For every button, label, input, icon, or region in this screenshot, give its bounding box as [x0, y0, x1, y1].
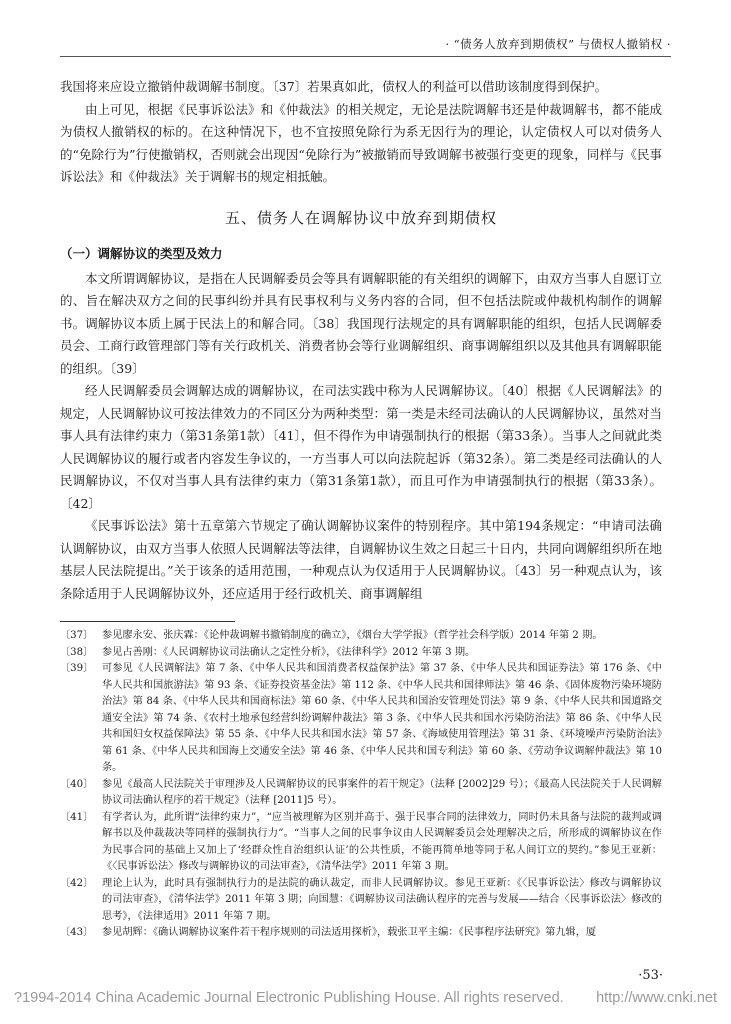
footnote-number: 〔38〕	[60, 646, 94, 658]
running-header	[60, 34, 671, 57]
paragraph-1: 我国将来应设立撤销仲裁调解书制度。〔37〕若果真如此，债权人的利益可以借助该制度得到保护。	[60, 79, 608, 94]
paragraph-3: 本文所谓调解协议，是指在人民调解委员会等具有调解职能的有关组织的调解下，由双方当事人自愿订立的、旨在解决双方之间的民事纠纷并具有民事权利与义务内容的合同，但不包括法院或仲裁机构制作的调解书。调解协议本质上属于民法上的和解合同。〔38〕我国现行法规定的具有调解职能的组织，包括人民调解委员会、工商行政管理部门等有关行政机关、消费者协会等行业调解组织、商事调解组织以及其他具有调解职能的组织。〔39〕	[60, 270, 662, 376]
footnote-number: 〔37〕	[60, 630, 94, 641]
article-body	[60, 76, 662, 942]
footnote-text: 理论上认为，此时具有强制执行力的是法院的确认裁定，而非人民调解协议。参见王亚新：《〈民事诉讼法〉修改与调解协议的司法审查》，《清华法学》2011 年第 3 期；向国慧：《调解协议司法确认程序的完善与发展——结合〈民事诉讼法〉修改的思考》，《法律适用》2011 年第 7 期。	[102, 877, 662, 922]
section-title: 五、债务人在调解协议中放弃到期债权	[224, 208, 497, 227]
paragraph-5: 《民事诉讼法》第十五章第六节规定了确认调解协议案件的特别程序。其中第194条规定：“申请司法确认调解协议，由双方当事人依照人民调解法等法律，自调解协议生效之日起三十日内，共同向调解组织所在地基层人民法院提出。”关于该条的适用范围，一种观点认为仅适用于人民调解协议。〔43〕另一种观点认为，该条除适用于人民调解协议外，还应适用于经行政机关、商事调解组	[60, 518, 662, 601]
page-number: ·53·	[638, 968, 663, 983]
footnote	[60, 661, 662, 777]
copyright-notice: ?1994-2014 China Academic Journal Electronic Publishing House. All rights reserved.	[14, 990, 564, 1006]
footnote-text: 可参见《人民调解法》第 7 条、《中华人民共和国消费者权益保护法》第 37 条、《中华人民共和国证券法》第 176 条、《中华人民共和国旅游法》第 93 条、《证券投资基金法》第 112 条、《中华人民共和国律师法》第 46 条、《固体废物污染环境防治法》第 84 条、《中华人民共和国商标法》第 60 条、《中华人民共和国治安管理处罚法》第 9 条、《中华人民共和国道路交通安全法》第 74 条、《农村土地承包经营纠纷调解仲裁法》第 3 条、《中华人民共和国水污染防治法》第 86 条、《中华人民共和国妇女权益保障法》第 55 条、《中华人民共和国水法》第 57 条、《海域使用管理法》第 31 条、《环境噪声污染防治法》第 61 条、《中华人民共和国海上交通安全法》第 46 条、《中华人民共和国专利法》第 60 条、《劳动争议调解仲裁法》第 10 条。	[102, 663, 662, 773]
footnote-divider	[60, 621, 235, 622]
footnote-number: 〔39〕	[60, 663, 94, 674]
footnote-text: 有学者认为，此所谓“法律约束力”，“应当被理解为区别并高于、强于民事合同的法律效力，同时仍未具备与法院的裁判或调解书以及仲裁裁决等同样的强制执行力”。“当事人之间的民事争议由人民调解委员会处理解决之后，所形成的调解协议在作为民事合同的基础上又加上了‘经群众性自治组织认证’的公共性质，不能再简单地等同于私人间订立的契约。”参见王亚新：《〈民事诉讼法〉修改与调解协议的司法审查》，《清华法学》2011 年第 3 期。	[102, 811, 662, 872]
footnote-text: 参见占善刚：《人民调解协议司法确认之定性分析》，《法律科学》2012 年第 3 期。	[102, 646, 476, 658]
cnki-link[interactable]: http://www.cnki.net	[596, 990, 717, 1006]
footnote	[60, 876, 662, 926]
footnote	[60, 628, 662, 645]
footnote-text: 参见廖永安、张庆霖：《论仲裁调解书撤销制度的确立》，《烟台大学学报》（哲学社会科学版）2014 年第 2 期。	[102, 630, 603, 641]
footnote	[60, 810, 662, 876]
footnote-text: 参见《最高人民法院关于审理涉及人民调解协议的民事案件的若干规定》（法释 [2002]29 号）；《最高人民法院关于人民调解协议司法确认程序的若干规定》（法释 [2011]5 号）。	[102, 778, 662, 806]
footnote-number: 〔42〕	[60, 877, 94, 889]
paragraph-2: 由上可见，根据《民事诉讼法》和《仲裁法》的相关规定，无论是法院调解书还是仲裁调解书，都不能成为债权人撤销权的标的。在这种情况下，也不宜按照免除行为系无因行为的理论，认定债权人可以对债务人的“免除行为”行使撤销权，否则就会出现因“免除行为”被撤销而导致调解书被强行变更的现象，同样与《民事诉讼法》和《仲裁法》关于调解书的规定相抵触。	[60, 101, 662, 184]
footnote-number: 〔43〕	[60, 927, 94, 938]
footnote-number: 〔40〕	[60, 778, 94, 790]
footnote	[60, 925, 662, 942]
footnote-text: 参见胡辉：《确认调解协议案件若干程序规则的司法适用探析》，载张卫平主编：《民事程序法研究》第九辑，厦	[102, 927, 597, 938]
footnotes	[60, 628, 662, 942]
subsection-title: （一）调解协议的类型及效力	[60, 246, 223, 261]
running-title: · “债务人放弃到期债权” 与债权人撤销权 ·	[445, 37, 671, 51]
footnote	[60, 645, 662, 662]
footnote	[60, 777, 662, 810]
footnote-number: 〔41〕	[60, 811, 94, 823]
paragraph-4: 经人民调解委员会调解达成的调解协议，在司法实践中称为人民调解协议。〔40〕根据《人民调解法》的规定，人民调解协议可按法律效力的不同区分为两种类型：第一类是未经司法确认的人民调解协议，虽然对当事人具有法律约束力（第31条第1款）〔41〕，但不得作为申请强制执行的根据（第33条）。当事人之间就此类人民调解协议的履行或者内容发生争议的，一方当事人可以向法院起诉（第32条）。第二类是经司法确认的人民调解协议，不仅对当事人具有法律约束力（第31条第1款），而且可作为申请强制执行的根据（第33条）。〔42〕	[60, 383, 662, 511]
copyright-footer	[14, 990, 717, 1006]
